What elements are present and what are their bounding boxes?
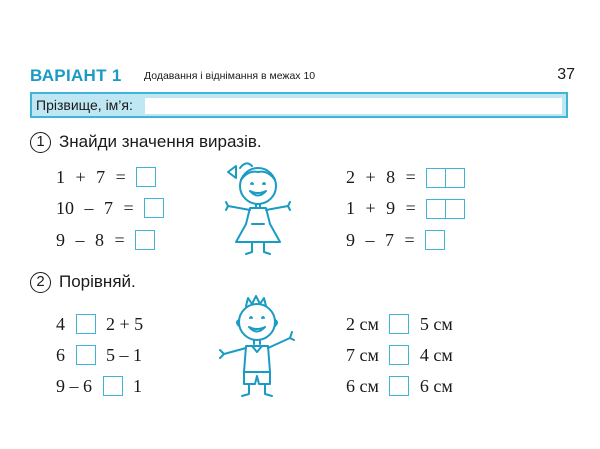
answer-box[interactable]: [425, 230, 445, 250]
operand: 9: [386, 197, 396, 218]
page-header: [30, 66, 575, 88]
comparison-left: 2 см: [346, 313, 379, 334]
equals-sign: =: [405, 166, 416, 187]
comparison-right: 2 + 5: [106, 313, 144, 334]
variant-title: ВАРІАНТ 1: [30, 66, 122, 85]
comparison-left: 6 см: [346, 375, 379, 396]
expression-row: [56, 227, 155, 249]
comparison-row: [56, 311, 143, 333]
comparison-row: [56, 342, 142, 364]
name-label: Прізвище, ім’я:: [36, 97, 133, 113]
answer-box[interactable]: [445, 168, 465, 188]
comparison-box[interactable]: [76, 314, 96, 334]
expression-row: [346, 164, 465, 186]
answer-box[interactable]: [136, 167, 156, 187]
two-digit-answer-box: [426, 165, 465, 188]
comparison-right: 1: [133, 375, 142, 396]
task-number: 2: [30, 272, 51, 293]
operand: 8: [95, 229, 104, 250]
equals-sign: =: [123, 197, 134, 218]
comparison-right: 5 см: [419, 313, 453, 334]
operand: 2: [346, 166, 355, 187]
comparison-left: 7 см: [346, 344, 379, 365]
comparison-box[interactable]: [103, 376, 123, 396]
name-field[interactable]: [144, 97, 563, 115]
boy-illustration: [212, 292, 302, 400]
operand: 9: [346, 229, 355, 250]
comparison-row: [346, 342, 453, 364]
operator: –: [84, 197, 94, 218]
task-title: Знайди значення виразів.: [59, 132, 262, 151]
expression-row: [346, 195, 465, 217]
comparison-row: [346, 373, 453, 395]
comparison-row: [346, 311, 453, 333]
operator: +: [365, 197, 376, 218]
operand: 7: [104, 197, 113, 218]
comparison-right: 4 см: [419, 344, 453, 365]
comparison-left: 9 – 6: [56, 375, 92, 396]
answer-box[interactable]: [445, 199, 465, 219]
topic-title: Додавання і віднімання в межах 10: [144, 70, 316, 82]
equals-sign: =: [405, 197, 416, 218]
operator: +: [365, 166, 376, 187]
name-bar: [30, 92, 568, 118]
comparison-right: 5 – 1: [106, 344, 142, 365]
operand: 10: [56, 197, 74, 218]
operand: 8: [386, 166, 396, 187]
answer-box[interactable]: [135, 230, 155, 250]
comparison-box[interactable]: [389, 376, 409, 396]
expression-row: [346, 227, 445, 249]
page-number: 37: [557, 66, 575, 83]
answer-box[interactable]: [426, 199, 446, 219]
answer-box[interactable]: [426, 168, 446, 188]
equals-sign: =: [404, 229, 415, 250]
expression-row: [56, 164, 156, 186]
comparison-box[interactable]: [76, 345, 96, 365]
operand: 9: [56, 229, 65, 250]
task-number: 1: [30, 132, 51, 153]
comparison-left: 4: [56, 313, 65, 334]
comparison-box[interactable]: [389, 314, 409, 334]
task-title: Порівняй.: [59, 272, 136, 291]
equals-sign: =: [114, 229, 125, 250]
comparison-row: [56, 373, 142, 395]
operator: –: [365, 229, 375, 250]
comparison-box[interactable]: [389, 345, 409, 365]
operand: 7: [385, 229, 394, 250]
operand: 1: [346, 197, 355, 218]
two-digit-answer-box: [426, 196, 465, 219]
operator: –: [75, 229, 85, 250]
operator: +: [75, 166, 86, 187]
expression-row: [56, 195, 164, 217]
girl-illustration: [218, 158, 298, 258]
operand: 7: [96, 166, 106, 187]
comparison-left: 6: [56, 344, 65, 365]
operand: 1: [56, 166, 65, 187]
answer-box[interactable]: [144, 198, 164, 218]
equals-sign: =: [115, 166, 126, 187]
comparison-right: 6 см: [419, 375, 453, 396]
